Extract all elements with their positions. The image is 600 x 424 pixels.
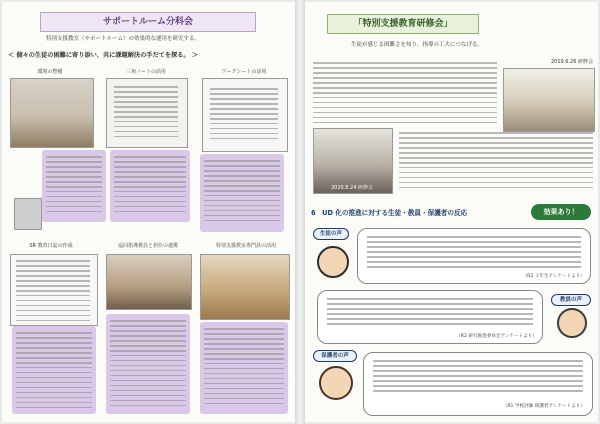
teacher-illustration	[557, 308, 587, 338]
photo-gym	[200, 254, 290, 320]
left-page-intro: 特別支援教室（サポートルーム）の効果的な運用を研究する。	[46, 36, 201, 42]
photo-classroom	[10, 78, 94, 148]
photo-student-work	[14, 198, 42, 230]
parent-illustration	[319, 366, 353, 400]
caption-triangle-note: 三角ノートの活用	[126, 69, 166, 75]
teacher-voice-tag: 教員の声	[551, 294, 591, 306]
parent-voice-tag: 保護者の声	[313, 350, 357, 362]
right-page	[305, 2, 598, 422]
photo1-caption: 2019.6.26 研修会	[550, 59, 593, 65]
body-text-middle	[399, 132, 593, 192]
student-voice-note: （R2 ３年生アンケートより）	[522, 274, 585, 279]
caption-worksheet: ワークシートの活用	[221, 69, 267, 75]
photo-meeting	[106, 254, 192, 310]
effect-badge: 効果あり！	[531, 204, 591, 220]
left-page	[2, 2, 295, 422]
photo-training-2019	[503, 68, 595, 132]
section-title: 6 UD 化の推進に対する生徒・教員・保護者の反応	[311, 209, 468, 217]
caption-teacher-cooperation: 巡回指導教員と担任の連携	[117, 243, 178, 249]
student-illustration	[317, 246, 349, 278]
student-voice-tag: 生徒の声	[313, 228, 349, 240]
caption-sr-diary: SR 教育日誌の作成	[29, 243, 73, 249]
body-text-top	[313, 62, 497, 127]
binding-gutter	[295, 0, 305, 424]
photo2-caption: 2020.8.24 研修会	[330, 185, 374, 191]
caption-specialist: 特別支援教室専門員の活用	[215, 243, 276, 249]
caption-environment: 環境の整備	[37, 69, 63, 75]
left-page-title: サポートルーム分科会	[40, 12, 256, 32]
right-page-subtitle: 生徒が感じる困難さを知り、指導の工夫につなげる。	[351, 42, 483, 48]
parent-voice-note: （R1 学校評価 保護者アンケートより）	[502, 404, 585, 409]
left-page-subtitle: ＜ 個々の生徒の困難に寄り添い、共に課題解決の手だてを探る。 ＞	[8, 52, 198, 59]
right-page-title: 「特別支援教育研修会」	[327, 14, 479, 34]
teacher-voice-note: （R2 研究推進委員会アンケートより）	[456, 334, 537, 339]
